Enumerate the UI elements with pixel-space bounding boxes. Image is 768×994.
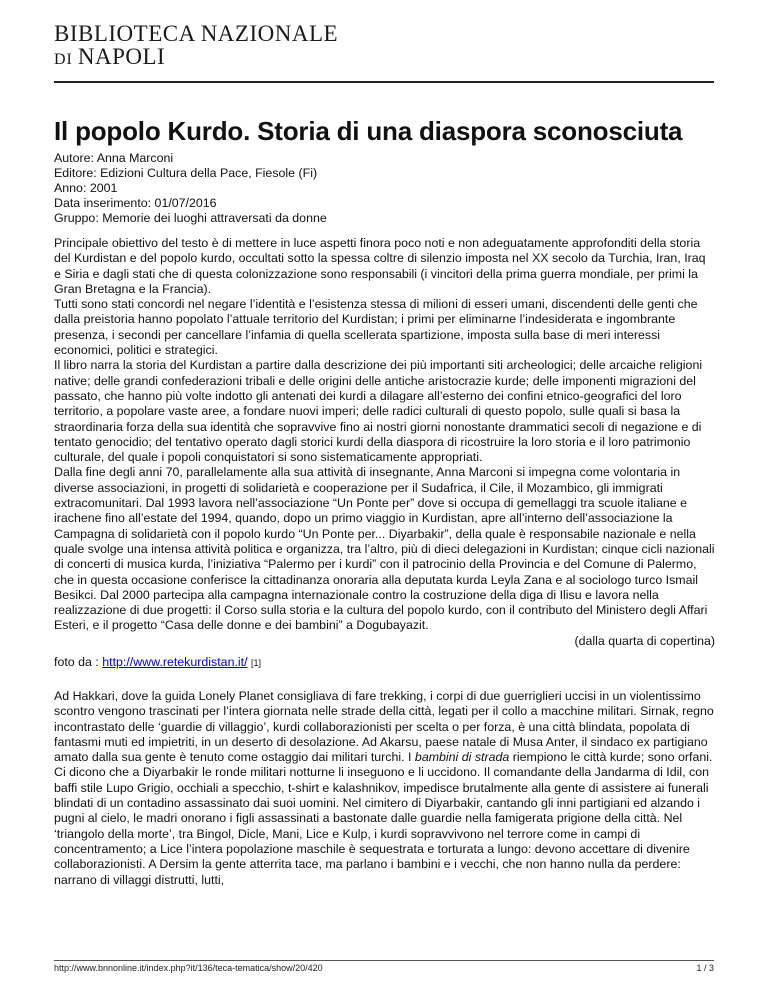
footer-url: http://www.bnnonline.it/index.php?it/136/teca-tematica/show/20/420 xyxy=(54,963,323,973)
description-paragraph: Principale obiettivo del testo è di mettere in luce aspetti finora poco noti e non adeguatamente approfonditi della storia del Kurdistan e del popolo kurdo, occultati sotto la spessa coltre di silenzio imposta nel XX secolo da Turchia, Iran, Iraq e Siria e dagli stati che di questa colonizzazione sono responsabili (i vincitori della prima guerra mondiale, per primi la Gran Bretagna e la Francia). xyxy=(54,236,706,296)
article-paragraph xyxy=(54,689,715,888)
description-paragraph: Tutti sono stati concordi nel negare l’identità e l’esistenza stessa di milioni di esseri umani, discendenti delle genti che dalla preistoria hanno popolato l’attuale territorio del Kurdistan; i primi per eliminarne l’indesiderata e ingombrante presenza, i secondi per cancellare l’infamia di quella scellerata spartizione, imposta sulla base di meri interessi economici, politici e strategici. xyxy=(54,297,698,358)
book-description xyxy=(54,236,715,649)
logo-city: NAPOLI xyxy=(77,44,166,69)
page-footer xyxy=(54,963,714,973)
meta-author: Autore: Anna Marconi xyxy=(54,151,174,165)
book-metadata xyxy=(54,151,327,226)
description-paragraph: Il libro narra la storia del Kurdistan a partire dalla descrizione dei più importanti siti archeologici; delle arcaiche religioni native; delle grandi confederazioni tribali e delle origini delle antiche aristocrazie kurde; delle imponenti migrazioni del passato, che hanno più volte indotto gli antenati dei kurdi a dilagare all’esterno dei confini etnico-geografici del loro territorio, a popolare vaste aree, a fondare nuovi imperi; delle radici culturali di questo popolo, sulle quali si basa la straordinaria forza della sua identità che sopravvive fino ai nostri giorni nonostante drammatici secoli di negazione e di tentato genocidio; del tentativo operato dagli storici kurdi della diaspora di ricostruire la loro storia e il loro patrimonio culturale, del quale i popoli conquistatori si sono sistematicamente appropriati. xyxy=(54,358,703,465)
page-title: Il popolo Kurdo. Storia di una diaspora sconosciuta xyxy=(54,116,683,146)
meta-year: Anno: 2001 xyxy=(54,181,118,195)
description-paragraph: Dalla fine degli anni 70, parallelamente alla sua attività di insegnante, Anna Marconi si impegna come volontaria in diverse associazioni, in progetti di solidarietà e cooperazione per il Sudafrica, il Cile, il Mozambico, gli immigrati extracomunitari. Dal 1993 lavora nell’associazione “Un Ponte per” dove si occupa di gemellaggi tra scuole italiane e irachene fino all’estate del 1994, quando, dopo un primo viaggio in Kurdistan, apre all’interno dell’associazione la Campagna di solidarietà con il popolo kurdo “Un Ponte per... Diyarbakir”, della quale è responsabile nazionale e nella quale svolge una intensa attività politica e organizza, tra l’altro, più di dieci delegazioni in Kurdistan; cinque cicli nazionali di concerti di musica kurda, l’iniziativa “Palermo per i kurdi” con il patrocinio della Provincia e del Comune di Palermo, che in questa occasione conferisce la cittadinanza onoraria alla deputata kurda Leyla Zana e al sociologo turco Ismail Besikci. Dal 2000 partecipa alla campagna internazionale contro la costruzione della diga di Ilisu e lavora nella realizzazione di due progetti: il Corso sulla storia e la cultura del popolo kurdo, con il contributo del Ministero degli Affari Esteri, e il progetto “Casa delle donne e dei bambini” a Dogubayazit. xyxy=(54,465,715,633)
article-italic-phrase: bambini di strada xyxy=(414,750,510,765)
source-note: (dalla quarta di copertina) xyxy=(574,633,715,648)
photo-credit xyxy=(54,655,715,671)
page-number: 1 / 3 xyxy=(696,963,714,973)
meta-date-added: Data inserimento: 01/07/2016 xyxy=(54,196,217,210)
footer-divider xyxy=(54,960,714,961)
footnote-ref[interactable]: [1] xyxy=(251,658,262,668)
meta-publisher: Editore: Edizioni Cultura della Pace, Fiesole (Fi) xyxy=(54,166,318,180)
article-text-part: riempiono le città kurde; sono orfani. Ci dicono che a Diyarbakir le ronde militari notturne li inseguono e li uccidono. Il comandante della Jandarma di Idil, con baffi stile Lupo Grigio, occhiali a specchio, t-shirt e kalashnikov, impedisce brutalmente alla gente di assistere ai funerali blindati di un contadino assassinato dai suoi uomini. Nel cimitero di Diyarbakir, cantando gli inni partigiani ed alzando i pugni al cielo, le madri onorano i figli assassinati a bastonate dalle guardie nella famigerata prigione della città. Nel ‘triangolo della morte’, tra Bingol, Dicle, Mani, Lice e Kulp, i kurdi sopravvivono nel terrore come in campi di concentramento; a Lice l’intera popolazione maschile è sequestrata e torturata a lungo: devono accettare di divenire collaborazionisti. A Dersim la gente atterrita tace, ma parlano i bambini e i vecchi, che non hanno nulla da perdere: narrano di villaggi distrutti, lutti, xyxy=(54,750,713,887)
library-logo xyxy=(54,22,338,71)
photo-credit-prefix: foto da : xyxy=(54,655,103,669)
header-divider xyxy=(54,81,714,83)
photo-source-link[interactable]: http://www.retekurdistan.it/ xyxy=(102,655,248,669)
meta-group: Gruppo: Memorie dei luoghi attraversati da donne xyxy=(54,211,327,225)
article-text xyxy=(54,689,715,888)
logo-line-2 xyxy=(54,46,338,71)
logo-line-1: BIBLIOTECA NAZIONALE xyxy=(54,21,339,46)
article-text-part: Ad Hakkari, dove la guida Lonely Planet consigliava di fare trekking, i corpi di due guerriglieri uccisi in un violentissimo scontro vengono trascinati per l’intera giornata nelle strade della città, legati per il collo a macchine militari. Sirnak, regno incontrastato delle ‘guardie di villaggio’, kurdi collaborazionisti per scelta o per forza, è una città blindata, popolata di fantasmi muti ed impietriti, in un deserto di desolazione. Ad Akarsu, paese natale di Musa Anter, il sindaco ex partigiano amato dalla sua gente è tenuto come ostaggio dai militari turchi. I xyxy=(54,689,714,765)
logo-di: DI xyxy=(54,51,73,68)
